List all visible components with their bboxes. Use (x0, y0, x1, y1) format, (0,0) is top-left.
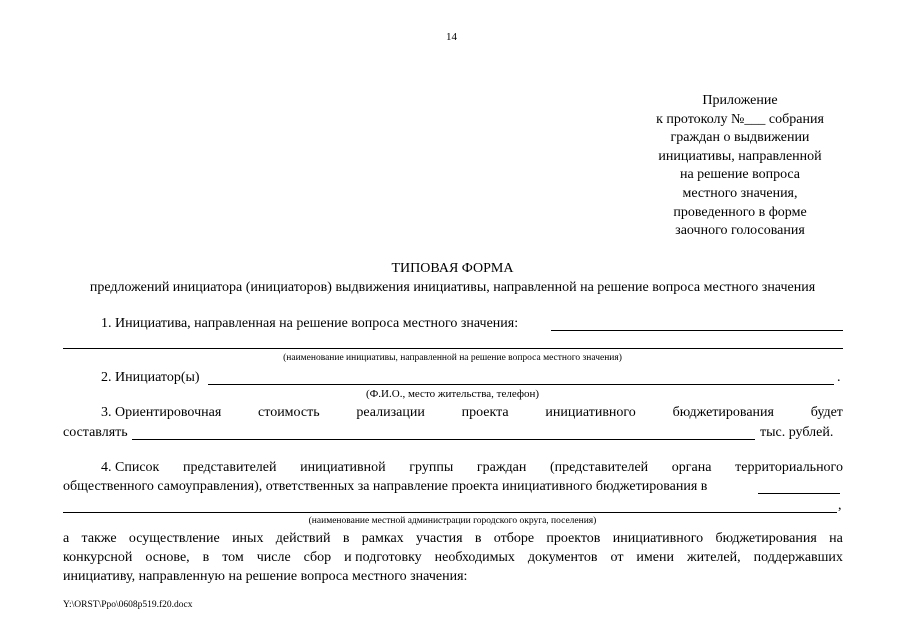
para-word: бюджетирования (715, 531, 817, 546)
appendix-line: Приложение (702, 93, 778, 108)
para-word: в (202, 550, 210, 565)
para-word: также (81, 531, 117, 546)
item3-blank-line (132, 439, 755, 440)
appendix-line: местного значения, (682, 185, 798, 201)
item4-blank-line1 (758, 493, 840, 494)
item3-word: 3. Ориентировочная (101, 405, 222, 420)
para-word: жителей, (686, 550, 741, 565)
para-word: участия (415, 531, 463, 546)
item2-caption: (Ф.И.О., место жительства, телефон) (365, 388, 540, 400)
item1-caption: (наименование инициативы, направленной на решение вопроса местного значения) (283, 353, 622, 363)
para-word: сбор (303, 550, 332, 565)
para-word: действий (275, 531, 331, 546)
item4-para-line1 (63, 530, 843, 548)
footer-file-path: Y:\ORST\Ppo\0608p519.f20.docx (63, 600, 193, 610)
appendix-line: к протоколу №___ собрания (656, 111, 824, 127)
item3-word: бюджетирования (672, 405, 774, 420)
appendix-line: проведенного в форме (673, 204, 807, 220)
item4-word: граждан (476, 460, 527, 475)
appendix-block (640, 92, 840, 241)
para-word: поддержавших (753, 550, 843, 565)
appendix-line: инициативы, направленной (658, 148, 822, 164)
para-word: конкурсной (63, 550, 133, 565)
para-word: числе (256, 550, 291, 565)
para-word: необходимых (434, 550, 515, 565)
item3-word: стоимость (258, 405, 320, 420)
item4-word: 4. Список (101, 460, 160, 475)
item3-word: проекта (461, 405, 509, 420)
para-word: документов (527, 550, 598, 565)
item3-line2-start: составлять (63, 425, 128, 440)
item3-line1 (101, 404, 843, 422)
para-word: иных (232, 531, 264, 546)
item1-blank-line2 (63, 348, 843, 349)
appendix-line: граждан о выдвижении (670, 130, 810, 146)
item3-word: реализации (356, 405, 425, 420)
appendix-line: на решение вопроса (679, 167, 801, 183)
form-subtitle: предложений инициатора (инициаторов) выдвижения инициативы, направленной на решение вопроса местного значения (89, 280, 816, 295)
item4-word: территориального (735, 460, 843, 475)
item4-word: представителей (182, 460, 277, 475)
para-word: осуществление (128, 531, 220, 546)
item1-text: 1. Инициатива, направленная на решение вопроса местного значения: (101, 316, 519, 331)
appendix-line: заочного голосования (675, 223, 805, 239)
item3-word: инициативного (545, 405, 636, 420)
page-number: 14 (446, 31, 457, 43)
item4-line2: общественного самоуправления), ответственных за направление проекта инициативного бюджетирования в (63, 479, 708, 494)
para-word: имени (636, 550, 674, 565)
para-word: в (474, 531, 482, 546)
para-word: основе, (145, 550, 190, 565)
para-word: рамках (361, 531, 404, 546)
para-word: и подготовку (344, 550, 422, 565)
item4-word: инициативной (300, 460, 386, 475)
item4-caption: (наименование местной администрации городского округа, поселения) (308, 516, 597, 526)
para-word: том (222, 550, 244, 565)
item2-end: . (837, 370, 841, 385)
item4-para-line2 (63, 549, 843, 567)
form-title: ТИПОВАЯ ФОРМА (391, 261, 514, 276)
para-word: инициативного (612, 531, 704, 546)
item4-word: (представителей (550, 460, 649, 475)
para-word: в (342, 531, 350, 546)
item1-blank-line1 (551, 330, 843, 331)
para-word: на (829, 531, 843, 546)
item4-line1 (101, 459, 843, 477)
para-word: проектов (546, 531, 601, 546)
item4-blank-line2 (63, 512, 837, 513)
item2-text: 2. Инициатор(ы) (101, 370, 200, 385)
item3-word: будет (810, 405, 843, 420)
item4-comma: , (838, 498, 842, 513)
item4-word: группы (409, 460, 454, 475)
item3-line2-end: тыс. рублей. (760, 425, 834, 440)
item2-blank-line (208, 384, 834, 385)
item4-para-line3: инициативу, направленную на решение вопроса местного значения: (63, 569, 468, 584)
item4-word: органа (671, 460, 712, 475)
para-word: отборе (493, 531, 535, 546)
para-word: а (63, 531, 70, 546)
para-word: от (610, 550, 624, 565)
